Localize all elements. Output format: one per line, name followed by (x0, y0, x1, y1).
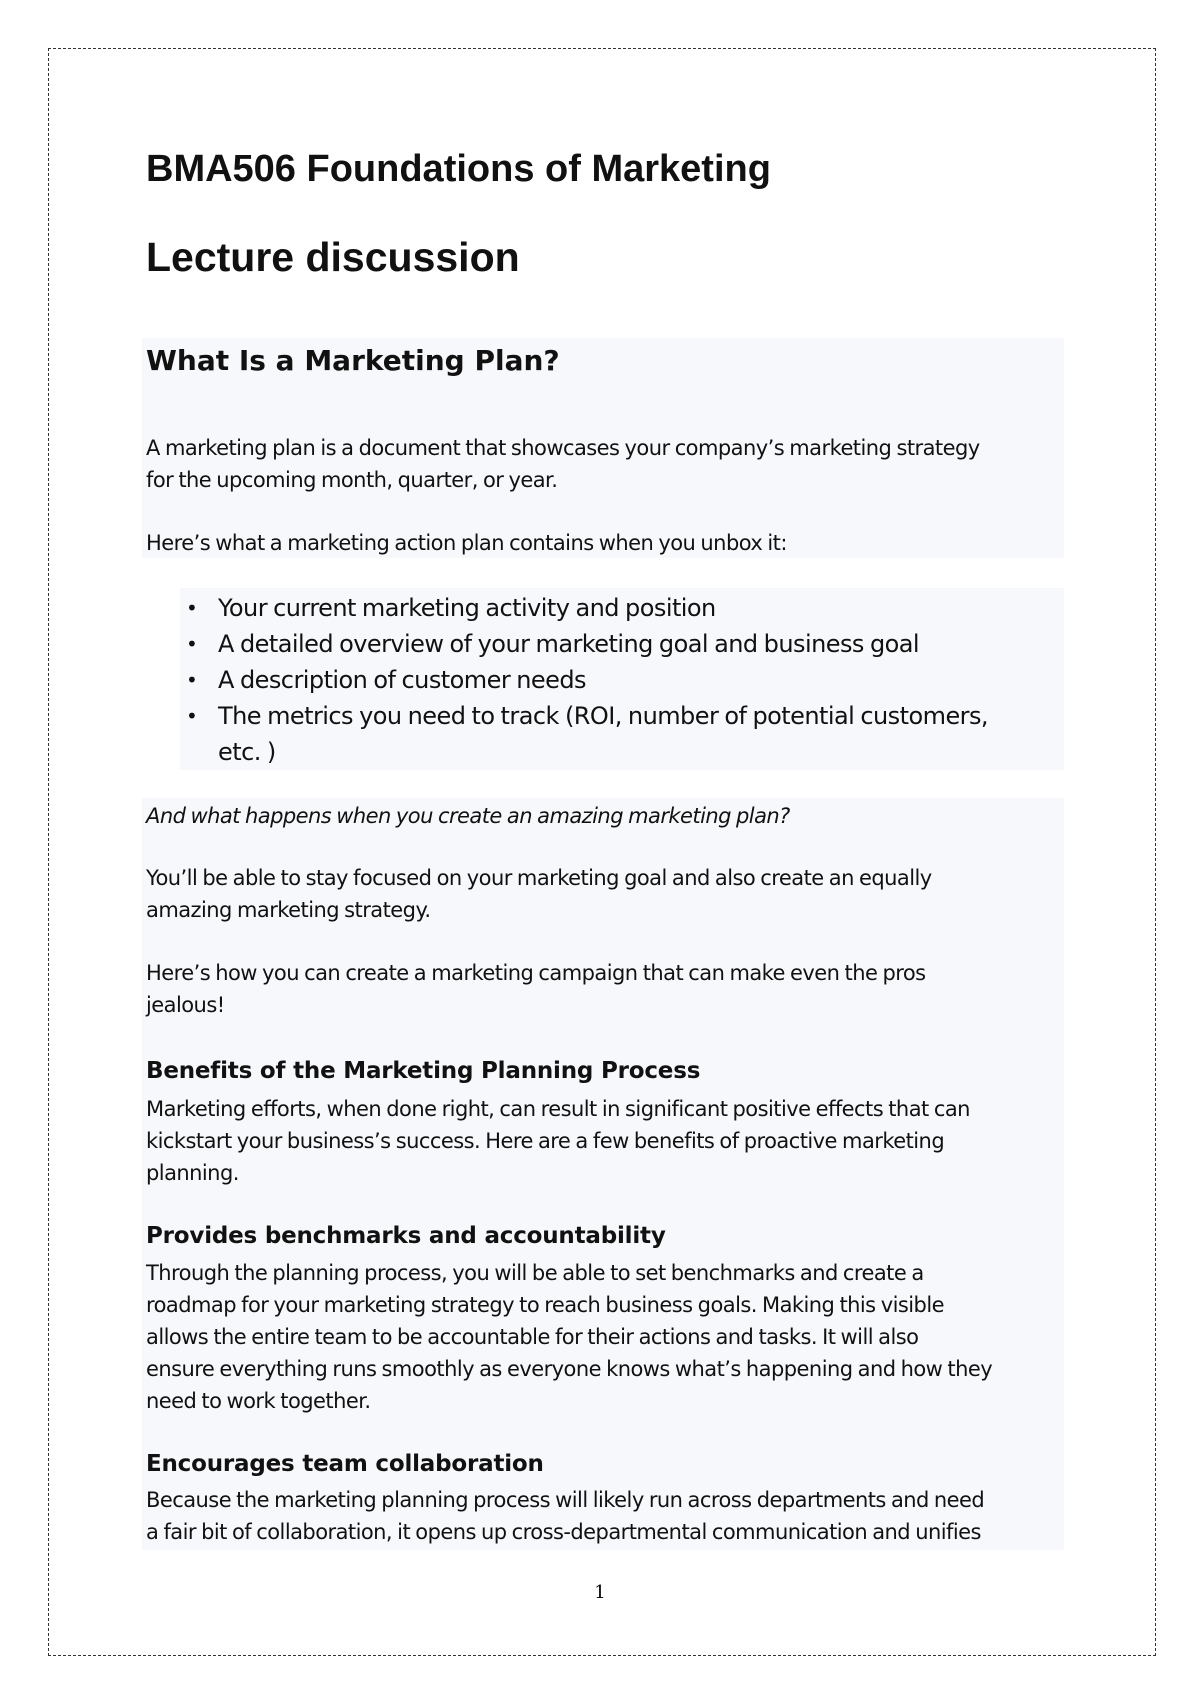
campaign-line-2: jealous! (146, 993, 225, 1017)
bullet-list (186, 590, 988, 770)
benefits-line-2: kickstart your business’s success. Here are a few benefits of proactive marketing (146, 1129, 945, 1153)
list-item (186, 662, 988, 698)
benefits-paragraph (146, 1093, 970, 1189)
campaign-paragraph (146, 957, 926, 1021)
bullet-text: Your current marketing activity and position (218, 594, 716, 622)
benchmarks-heading: Provides benchmarks and accountability (146, 1223, 666, 1249)
focus-paragraph (146, 862, 932, 926)
bullet-icon: • (186, 596, 198, 620)
intro-paragraph (146, 432, 980, 496)
benchmarks-paragraph (146, 1257, 992, 1417)
bullet-icon: • (186, 704, 198, 728)
list-item (186, 590, 988, 626)
focus-line-2: amazing marketing strategy. (146, 898, 431, 922)
course-title: BMA506 Foundations of Marketing (146, 148, 771, 190)
campaign-line-1: Here’s how you can create a marketing campaign that can make even the pros (146, 961, 926, 985)
bullet-text-continued: etc. ) (218, 738, 276, 766)
collaboration-line-1: Because the marketing planning process will likely run across departments and need (146, 1488, 985, 1512)
benchmarks-line-3: allows the entire team to be accountable for their actions and tasks. It will also (146, 1325, 919, 1349)
bullet-text: The metrics you need to track (ROI, number of potential customers, (218, 702, 989, 730)
bullet-text: A description of customer needs (218, 666, 586, 694)
collaboration-line-2: a fair bit of collaboration, it opens up cross-departmental communication and unifies (146, 1520, 981, 1544)
collaboration-heading: Encourages team collaboration (146, 1451, 544, 1477)
lecture-title: Lecture discussion (146, 234, 520, 280)
question-text: And what happens when you create an amazing marketing plan? (146, 804, 790, 828)
list-item (186, 626, 988, 662)
intro-line-2: for the upcoming month, quarter, or year. (146, 468, 558, 492)
bullet-icon: • (186, 668, 198, 692)
benchmarks-line-4: ensure everything runs smoothly as everyone knows what’s happening and how they (146, 1357, 993, 1381)
benefits-heading: Benefits of the Marketing Planning Process (146, 1058, 701, 1084)
intro-line-1: A marketing plan is a document that showcases your company’s marketing strategy (146, 436, 980, 460)
section-heading: What Is a Marketing Plan? (146, 344, 560, 377)
contains-intro: Here’s what a marketing action plan contains when you unbox it: (146, 531, 787, 555)
bullet-icon: • (186, 632, 198, 656)
benchmarks-line-5: need to work together. (146, 1389, 371, 1413)
benefits-line-1: Marketing efforts, when done right, can result in significant positive effects that can (146, 1097, 970, 1121)
list-item (186, 698, 988, 770)
benefits-line-3: planning. (146, 1161, 239, 1185)
collaboration-paragraph (146, 1484, 984, 1548)
benchmarks-line-1: Through the planning process, you will be able to set benchmarks and create a (146, 1261, 924, 1285)
page-number: 1 (594, 1582, 606, 1603)
benchmarks-line-2: roadmap for your marketing strategy to reach business goals. Making this visible (146, 1293, 944, 1317)
focus-line-1: You’ll be able to stay focused on your marketing goal and also create an equally (146, 866, 932, 890)
bullet-text: A detailed overview of your marketing goal and business goal (218, 630, 920, 658)
